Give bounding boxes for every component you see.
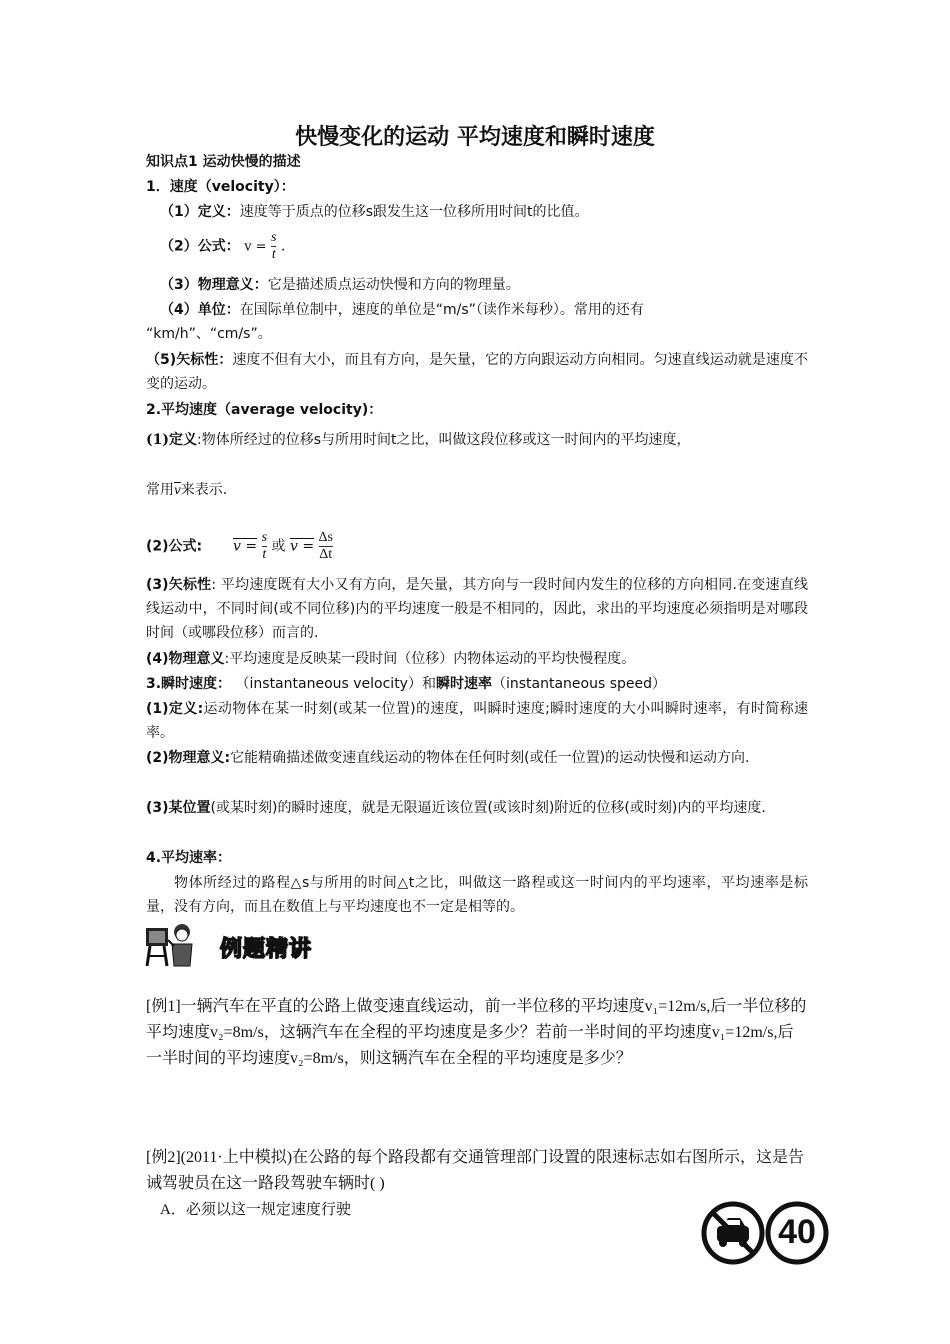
s3-def-text: 运动物体在某一时刻(或某一位置)的速度，叫瞬时速度;瞬时速度的大小叫瞬时速率，有时简称速率。: [146, 701, 808, 741]
s1-unit-label: （4）单位：: [160, 302, 240, 318]
example-banner: [142, 922, 342, 972]
speed-limit-value: 40: [778, 1213, 816, 1251]
s2-vector: [146, 573, 808, 645]
s1-meaning: [160, 273, 520, 297]
s1-meaning-label: （3）物理意义：: [160, 277, 268, 293]
s2-definition: [146, 428, 691, 452]
page-title: 快慢变化的运动 平均速度和瞬时速度: [295, 125, 655, 150]
s2-formula-v2: v =: [289, 538, 315, 555]
s3-heading-d: （instantaneous speed）: [491, 676, 666, 692]
section-4-heading: 4.平均速率：: [146, 850, 232, 866]
s1-formula-num: s: [271, 230, 277, 245]
s1-formula-den: t: [271, 247, 276, 262]
s3-heading-a: 3.瞬时速度：: [146, 676, 232, 692]
knowledge-point-heading: 知识点1 运动快慢的描述: [146, 154, 301, 170]
s2-meaning-label: (4)物理意义: [146, 651, 225, 667]
s3-meaning-label: (2)物理意义:: [146, 750, 231, 766]
s1-formula-fraction: [271, 230, 276, 263]
s2-formula: [146, 530, 333, 563]
s1-vector: [146, 348, 808, 396]
banner-label: 例题精讲: [220, 937, 313, 962]
s3-pos-label: (3)某位置: [146, 800, 211, 816]
section-2-heading: 2.平均速度（average velocity)：: [146, 402, 383, 418]
s2-formula-v1: v =: [233, 538, 258, 555]
s2-meaning-text: :平均速度是反映某一段时间（位移）内物体运动的平均快慢程度。: [224, 651, 636, 667]
s3-pos-text: (或某时刻)的瞬时速度，就是无限逼近该位置(或该时刻)附近的位移(或时刻)内的平均速度.: [210, 800, 766, 816]
s1-definition: [160, 200, 589, 224]
s2-formula-num1: s: [261, 530, 268, 545]
s2-formula-den1: t: [262, 547, 267, 562]
s3-meaning-text: 它能精确描述做变速直线运动的物体在任何时刻(或任一位置)的运动快慢和运动方向.: [230, 750, 750, 766]
s1-formula-lhs: v =: [244, 239, 267, 255]
s3-meaning: [146, 746, 808, 770]
s1-def-text: 速度等于质点的位移s跟发生这一位移所用时间t的比值。: [239, 204, 589, 220]
s3-heading-b: （instantaneous velocity）和: [231, 676, 436, 692]
s2-formula-fraction-1: [262, 530, 267, 563]
s1-vector-label: （5)矢标性：: [146, 352, 233, 368]
s1-formula-end: ．: [280, 238, 295, 255]
s2-formula-num2: Δs: [318, 530, 333, 545]
s2-v-bar-symbol: $\overline{v}$: [174, 483, 181, 497]
s2-formula-fraction-2: [319, 530, 333, 563]
section-1-heading: 1．速度（velocity）：: [146, 179, 295, 195]
example-2-option-a: A．必须以这一规定速度行驶: [160, 1202, 351, 1218]
s1-formula-label: （2）公式：: [160, 238, 240, 255]
s2-formula-or: 或: [271, 538, 286, 555]
s1-def-label: （1）定义：: [160, 204, 240, 220]
example-2: [例2](2011·上中模拟)在公路的每个路段都有交通管理部门设置的限速标志如右图所示，这是告诫驾驶员在这一路段驾驶车辆时( ): [146, 1149, 805, 1192]
s1-meaning-text: 它是描述质点运动快慢和方向的物理量。: [267, 277, 520, 293]
traffic-signs: [700, 1198, 830, 1272]
s2-def-text: :物体所经过的位移s与所用时间t之比，叫做这段位移或这一时间内的平均速度，: [197, 432, 691, 448]
s2-def-label: (1)定义: [146, 432, 197, 448]
s3-def-label: (1)定义:: [146, 701, 204, 717]
s3-definition: [146, 697, 808, 745]
s3-heading-c: 瞬时速率: [435, 676, 492, 692]
s2-def-text2-b: 来表示.: [180, 482, 228, 498]
s1-unit-text-2: “km/h”、“cm/s”。: [146, 326, 272, 342]
s3-position: [146, 796, 808, 820]
s4-text: 物体所经过的路程△s与所用的时间△t之比，叫做这一路程或这一时间内的平均速率，平均速率是标量，没有方向，而且在数值上与平均速度也不一定是相等的。: [146, 875, 808, 915]
section-3-heading: [146, 672, 666, 696]
s1-unit-text: 在国际单位制中，速度的单位是“m/s”（读作米每秒）。常用的还有: [239, 302, 644, 318]
s1-formula: [160, 230, 295, 263]
s2-formula-den2: Δt: [319, 547, 333, 562]
s2-vector-label: (3)矢标性: [146, 577, 212, 593]
s2-formula-label: (2)公式:: [146, 538, 203, 555]
s2-def-text2-a: 常用: [146, 482, 174, 498]
s1-unit: [160, 298, 644, 322]
s2-meaning: [146, 647, 635, 671]
s2-vector-text: : 平均速度既有大小又有方向，是矢量，其方向与一段时间内发生的位移的方向相同.在变速直线线运动中，不同时间(或不同位移)内的平均速度一般是不相同的，因此，求出的平均速度必须指明是对哪段时间（或哪段位移）而言的.: [146, 577, 808, 641]
s1-vector-text: 速度不但有大小，而且有方向，是矢量，它的方向跟运动方向相同。匀速直线运动就是速度不变的运动。: [146, 352, 809, 392]
s2-definition-2: [146, 478, 227, 502]
example-1: [例1]一辆汽车在平直的公路上做变速直线运动，前一半位移的平均速度v₁=12m/s,后一半位移的平均速度v₂=8m/s，这辆汽车在全程的平均速度是多少？若前一半时间的平均速度v₁=12m/s,后一半时间的平均速度v₂=8m/s，则这辆汽车在全程的平均速度是多少？: [146, 998, 807, 1067]
